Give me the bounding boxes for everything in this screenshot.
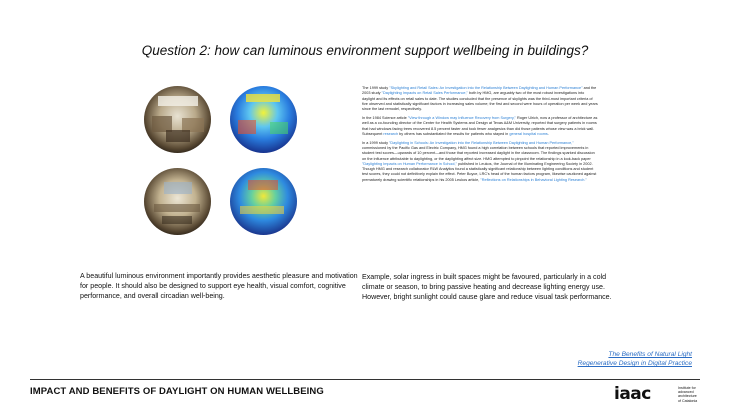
reference-links	[578, 350, 692, 368]
study-link[interactable]: "Skylighting and Retail Sales: An Investigation into the Relationship Between Daylighting and Human Performance"	[389, 86, 583, 90]
study-link[interactable]: "Reflections on Relationships in Behavioral Lighting Research."	[480, 177, 587, 182]
link-benefits-natural-light[interactable]: The Benefits of Natural Light	[608, 351, 692, 358]
study-link[interactable]: "Daylighting Impacts on Human Performance in School,"	[362, 161, 457, 166]
footer-title: IMPACT AND BENEFITS OF DAYLIGHT ON HUMAN WELLBEING	[30, 386, 324, 397]
fisheye-photo-office	[144, 86, 211, 153]
study-paragraph-schools: In a 1999 study "Daylighting in Schools: An Investigation into the Relationship Between Daylighting and Human Performance," commissioned by the Pacific Gas and Electric Company, HMG found a high correlation between schools that reported improvements in student test scores—upwards of 10 percent—and those that reported increased daylight in the classroom. The findings sparked discussion on the influence attributable to daylighting, or the daylighting affect size. HMG attempted to pinpoint the relationship in a look-back paper "Daylighting Impacts on Human Performance in School," published in Leukos, the Journal of the Illuminating Engineering Society in 2002. Though HMG and research collaborator RLW Analytics found a statistically significant relationship between lighting conditions and student test scores, they could not definitively explain the effect. Peter Boyce, LRC's head of the human factors program, likewise cautioned against prematurely drawing scientific relationships in his 2005 Leukos article, "Reflections on Relationships in Behavioral Lighting Research."	[362, 140, 597, 182]
study-link[interactable]: general hospital rooms	[509, 131, 548, 136]
study-paragraph-retail: The 1999 study "Skylighting and Retail Sales: An Investigation into the Relationship Between Daylighting and Human Performance" and the 2003 study "Daylighting Impacts on Retail Sales Performance," both by HMG, are arguably two of the most robust investigations into daylight and its effects on retail sales to date. The studies concluded that the presence of skylights was the third-most important criteria of five observed and statistically significant factors in increasing sales volume; the first and second were hours of operation per week and years since the last remodel, respectively.	[362, 86, 598, 112]
studies-text	[362, 86, 598, 187]
study-link[interactable]: "Daylighting Impacts on Retail Sales Performance,"	[381, 91, 468, 96]
iaac-logo: iaac	[614, 384, 651, 404]
page-title: Question 2: how can luminous environment support wellbeing in buildings?	[141, 43, 589, 58]
link-regenerative-design[interactable]: Regenerative Design in Digital Practice	[577, 360, 692, 367]
footer-divider	[30, 379, 700, 380]
fisheye-photo-classroom	[144, 168, 211, 235]
study-link[interactable]: "Daylighting in Schools: An Investigation into the Relationship Between Daylighting and Human Performance,"	[389, 140, 574, 145]
study-paragraph-surgery: In the 1984 Science article "View through a Window may Influence Recovery from Surgery," Roger Ulrich, now a professor of architecture as well as a co-founding director of the Center for Health Systems and Design at Texas A&M University, reported that surgery patients in rooms that had windows facing trees recovered 8.5 percent faster and took fewer analgesics than did those patients whose view was a brick wall. Subsequent research by others has substantiated the results for patients who stayed in general hospital rooms.	[362, 115, 598, 136]
study-link[interactable]: research	[383, 131, 399, 136]
fisheye-luminance-map	[230, 86, 297, 153]
right-paragraph: Example, solar ingress in built spaces might be favoured, particularly in a cold climate or season, to bring passive heating and decrease lighting energy use. However, bright sunlight could cause glare and reduce visual task performance.	[362, 273, 612, 301]
study-link[interactable]: "View through a Window may Influence Recovery from Surgery,"	[407, 115, 516, 120]
institute-name: Institute for advanced architecture of Catalonia	[678, 386, 698, 403]
left-paragraph: A beautiful luminous environment importantly provides aesthetic pleasure and motivation for people. It should also be designed to support eye health, visual comfort, cognitive performance, and overall circadian well-being.	[80, 272, 358, 300]
fisheye-luminance-map-2	[230, 168, 297, 235]
